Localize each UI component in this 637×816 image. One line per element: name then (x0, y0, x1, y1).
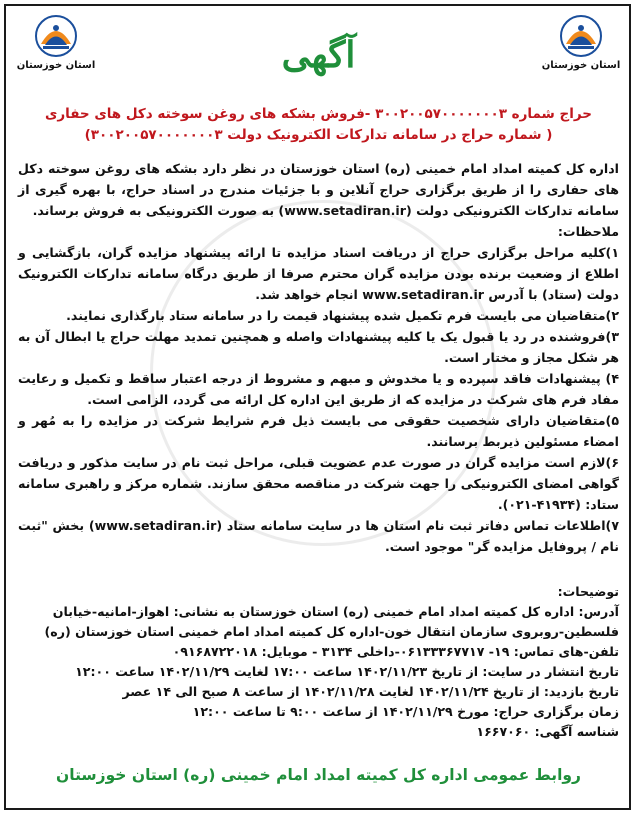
left-logo-caption: استان خوزستان (16, 60, 96, 71)
visit-date-line: تاریخ بازدید: از تاریخ ۱۴۰۲/۱۱/۲۴ لغایت ۱۴۰۲/۱۱/۲۸ از ساعت ۸ صبح الی ۱۴ عصر (122, 684, 619, 699)
subtitle-line-1: حراج شماره ۳۰۰۲۰۰۵۷۰۰۰۰۰۰۰۳ -فروش بشکه های روغن سوخته دکل های حفاری (45, 106, 592, 122)
note-item: ۵)متقاضیان دارای شخصیت حقوقی می بایست ذیل فرم شرایط شرکت در مزایده را به مُهر و امضاء مسئولین ذیربط برسانند. (18, 413, 619, 449)
subtitle-line-2: ( شماره حراج در سامانه تدارکات الکترونیک دولت ۳۰۰۲۰۰۵۷۰۰۰۰۰۰۰۳) (84, 127, 553, 143)
page-title: آگهی (281, 34, 356, 76)
note-item: ۱)کلیه مراحل برگزاری حراج از دریافت اسناد مزایده تا ارائه پیشنهاد مزایده گران، بازگشایی و اطلاع از وضعیت برنده بودن مزایده گران محترم صرفا از طریق درگاه سامانه تدارکات الکترونیک دولت (ستاد) با آدرس www.setadiran.ir انجام خواهد شد. (18, 245, 619, 302)
right-logo-caption: استان خوزستان (541, 60, 621, 71)
announcement-body (18, 158, 619, 557)
footer-public-relations: روابط عمومی اداره کل کمیته امداد امام خمینی (ره) استان خوزستان (56, 766, 581, 784)
phone-line: تلفن-های تماس: ۱۹- ۰۶۱۳۳۳۶۷۷۱۷-داخلی ۳۱۳۴ - موبایل: ۰۹۱۶۸۷۲۲۰۱۸ (172, 644, 619, 659)
ad-id-line: شناسه آگهی: ۱۶۶۷۰۶۰ (476, 724, 619, 739)
details-heading: توضیحات: (557, 584, 619, 599)
note-item: ۶)لازم است مزایده گران در صورت عدم عضویت قبلی، مراحل ثبت نام در سایت مذکور و دریافت گواهی امضای الکترونیکی را جهت شرکت در مناقصه محقق سازند. شماره مرکز و راهبری سامانه ستاد: (۴۱۹۳۴-۰۲۱). (18, 455, 619, 512)
note-item: ۳)فروشنده در رد یا قبول یک یا کلیه پیشنهادات واصله و همچنین تمدید مهلت حراج یا ابطال آن به هر شکل مجاز و مختار است. (18, 329, 619, 365)
intro-paragraph: اداره کل کمیته امداد امام خمینی (ره) استان خوزستان در نظر دارد بشکه های روغن سوخته دکل های حفاری را از طریق برگزاری حراج آنلاین و با جزئیات مندرج در اسناد حراج، با بهره گیری از سامانه تدارکات الکترونیکی دولت (www.setadiran.ir) به صورت الکترونیکی به فروش برساند. (18, 161, 619, 218)
note-item: ۲)متقاضیان می بایست فرم تکمیل شده پیشنهاد قیمت را در سامانه ستاد بارگذاری نمایند. (66, 308, 619, 323)
auction-time-line: زمان برگزاری حراج: مورخ ۱۴۰۲/۱۱/۲۹ از ساعت ۹:۰۰ تا ساعت ۱۲:۰۰ (192, 704, 619, 719)
auction-subtitle (20, 104, 617, 146)
address-line: آدرس: اداره کل کمیته امداد امام خمینی (ره) استان خوزستان به نشانی: اهواز-امانیه-خیابان فلسطین-روبروی سازمان انتقال خون-اداره کل کمیته امداد امام خمینی استان خوزستان (ره) (44, 604, 619, 639)
publish-date-line: تاریخ انتشار در سایت: از تاریخ ۱۴۰۲/۱۱/۲۳ ساعت ۱۷:۰۰ لغایت ۱۴۰۲/۱۱/۲۹ ساعت ۱۲:۰۰ (75, 664, 619, 679)
details-section (18, 582, 619, 742)
note-item: ۴) پیشنهادات فاقد سپرده و یا مخدوش و مبهم و مشروط از درجه اعتبار ساقط و تکمیل و رعایت مفاد فرم های شرکت در مزایده که از طریق این اداره کل ارائه می گردد، الزامی است. (18, 371, 619, 407)
note-item: ۷)اطلاعات تماس دفاتر ثبت نام استان ها در سایت سامانه ستاد (www.setadiran.ir) بخش "ثبت نام / پروفایل مزایده گر" موجود است. (18, 518, 619, 554)
notes-heading: ملاحظات: (557, 224, 619, 239)
